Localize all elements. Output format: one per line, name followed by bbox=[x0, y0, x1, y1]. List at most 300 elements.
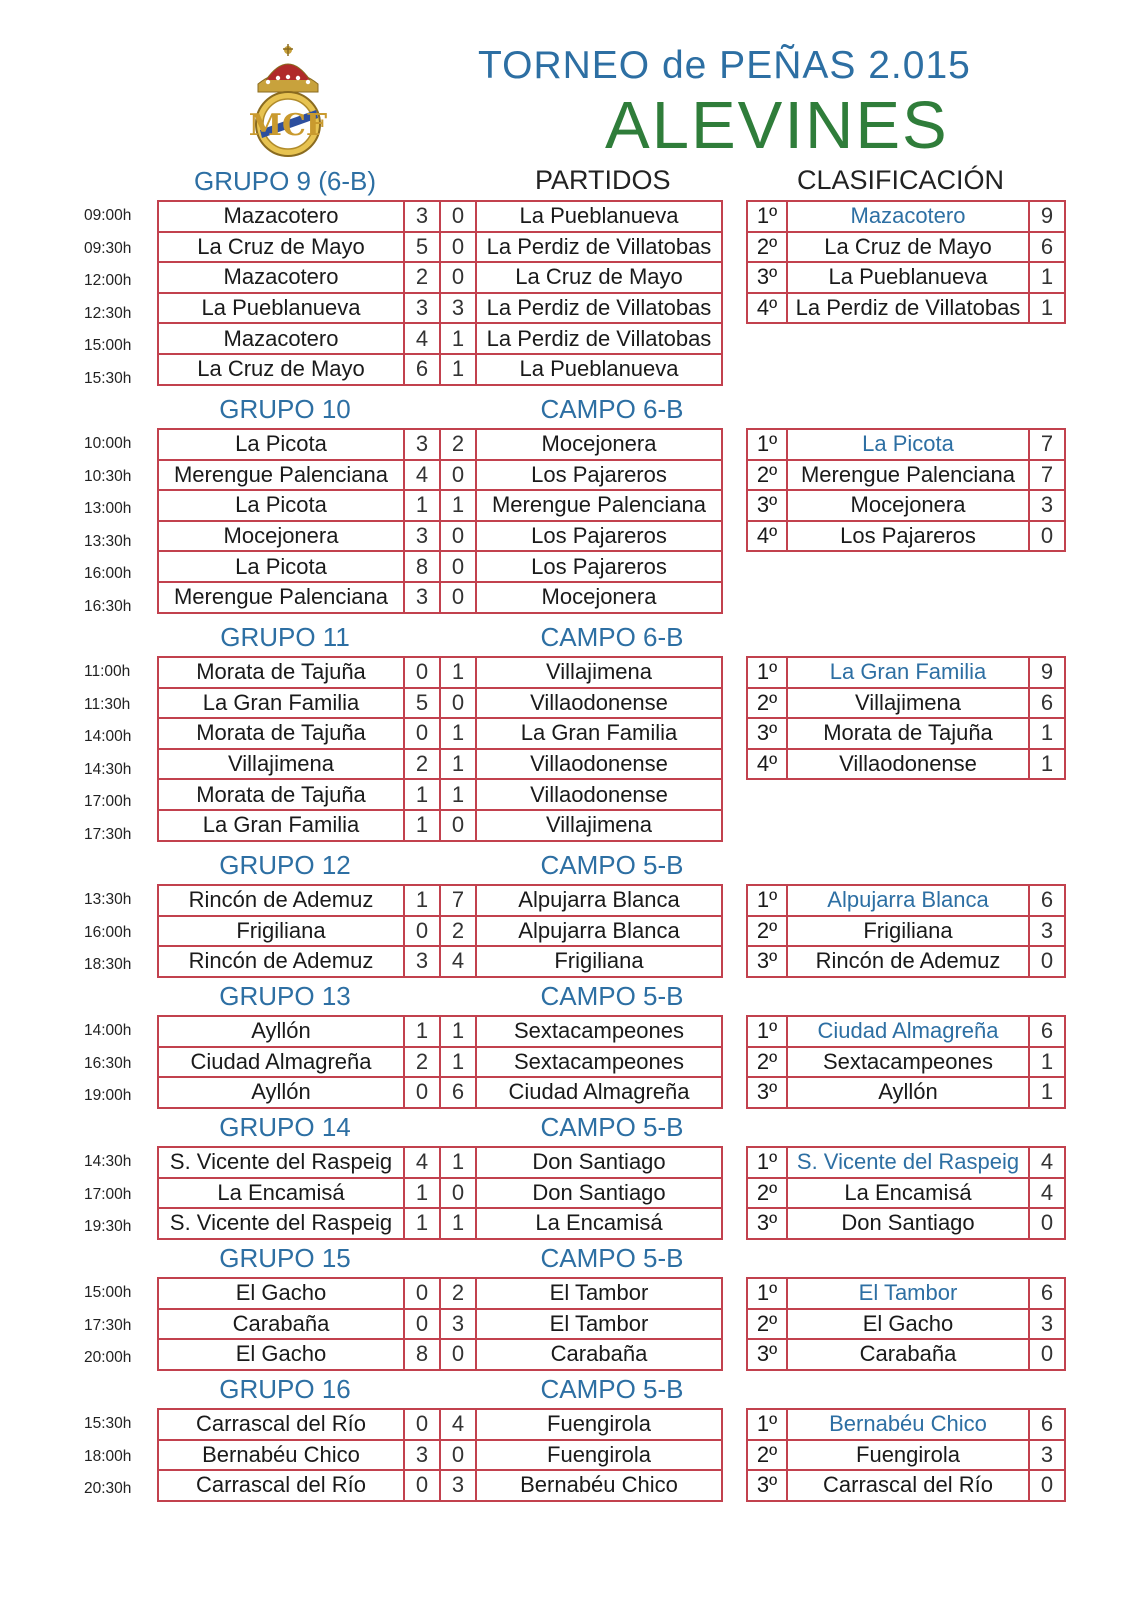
match-time: 11:30h bbox=[84, 695, 131, 713]
away-score: 0 bbox=[440, 460, 476, 491]
standing-team: Ayllón bbox=[787, 1077, 1029, 1108]
match-time: 15:30h bbox=[84, 369, 132, 387]
away-score: 0 bbox=[440, 1178, 476, 1209]
match-time: 16:30h bbox=[84, 1054, 132, 1072]
home-team: Villajimena bbox=[158, 749, 404, 780]
standing-team: Carabaña bbox=[787, 1339, 1029, 1370]
away-team: Don Santiago bbox=[476, 1147, 722, 1178]
away-score: 1 bbox=[440, 749, 476, 780]
away-score: 0 bbox=[440, 262, 476, 293]
standings-row bbox=[747, 1178, 1065, 1209]
matches-table bbox=[157, 1015, 723, 1109]
away-team: La Gran Familia bbox=[476, 718, 722, 749]
away-score: 0 bbox=[440, 232, 476, 263]
home-team: Rincón de Ademuz bbox=[158, 946, 404, 977]
away-score: 2 bbox=[440, 429, 476, 460]
standing-position: 4º bbox=[747, 749, 787, 780]
away-team: La Perdiz de Villatobas bbox=[476, 323, 722, 354]
home-score: 0 bbox=[404, 718, 440, 749]
home-score: 8 bbox=[404, 1339, 440, 1370]
svg-text:MCF: MCF bbox=[248, 108, 328, 143]
away-team: Fuengirola bbox=[476, 1440, 722, 1471]
standing-position: 1º bbox=[747, 1147, 787, 1178]
match-row bbox=[158, 1047, 722, 1078]
standing-points: 9 bbox=[1029, 657, 1065, 688]
away-score: 1 bbox=[440, 1016, 476, 1047]
match-row bbox=[158, 946, 722, 977]
away-score: 1 bbox=[440, 323, 476, 354]
away-score: 1 bbox=[440, 779, 476, 810]
standing-position: 2º bbox=[747, 232, 787, 263]
away-team: La Perdiz de Villatobas bbox=[476, 232, 722, 263]
home-team: Rincón de Ademuz bbox=[158, 885, 404, 916]
home-team: Ayllón bbox=[158, 1016, 404, 1047]
standing-team: S. Vicente del Raspeig bbox=[787, 1147, 1029, 1178]
match-row bbox=[158, 582, 722, 613]
standings-row bbox=[747, 1409, 1065, 1440]
match-row bbox=[158, 1309, 722, 1340]
standing-points: 6 bbox=[1029, 688, 1065, 719]
match-time: 11:00h bbox=[84, 663, 131, 680]
matches-column-heading: PARTIDOS bbox=[535, 165, 671, 195]
standing-points: 4 bbox=[1029, 1178, 1065, 1209]
match-row bbox=[158, 1147, 722, 1178]
standing-points: 1 bbox=[1029, 718, 1065, 749]
standing-position: 1º bbox=[747, 201, 787, 232]
home-score: 5 bbox=[404, 232, 440, 263]
standing-points: 0 bbox=[1029, 1470, 1065, 1501]
home-score: 8 bbox=[404, 551, 440, 582]
standing-points: 6 bbox=[1029, 1278, 1065, 1309]
standing-position: 1º bbox=[747, 1409, 787, 1440]
match-time: 14:30h bbox=[84, 760, 132, 778]
standings-row bbox=[747, 293, 1065, 324]
match-row bbox=[158, 490, 722, 521]
home-team: La Cruz de Mayo bbox=[158, 232, 404, 263]
away-score: 3 bbox=[440, 293, 476, 324]
standing-team: Los Pajareros bbox=[787, 521, 1029, 552]
match-time: 16:00h bbox=[84, 923, 132, 941]
match-row bbox=[158, 1077, 722, 1108]
matches-table bbox=[157, 1408, 723, 1502]
standing-team: La Perdiz de Villatobas bbox=[787, 293, 1029, 324]
standing-position: 2º bbox=[747, 1309, 787, 1340]
standing-points: 7 bbox=[1029, 460, 1065, 491]
standing-team: La Pueblanueva bbox=[787, 262, 1029, 293]
away-team: Villajimena bbox=[476, 810, 722, 841]
home-team: S. Vicente del Raspeig bbox=[158, 1147, 404, 1178]
standings-row bbox=[747, 1278, 1065, 1309]
standing-team: La Cruz de Mayo bbox=[787, 232, 1029, 263]
standing-position: 2º bbox=[747, 460, 787, 491]
match-row bbox=[158, 460, 722, 491]
crown-icon bbox=[258, 44, 318, 92]
home-team: La Gran Familia bbox=[158, 810, 404, 841]
match-row bbox=[158, 354, 722, 385]
standing-team: La Picota bbox=[787, 429, 1029, 460]
standings-table bbox=[746, 1146, 1066, 1240]
home-score: 1 bbox=[404, 810, 440, 841]
standings-row bbox=[747, 1470, 1065, 1501]
match-time: 14:00h bbox=[84, 728, 132, 746]
match-time: 16:00h bbox=[84, 565, 132, 583]
standings-row bbox=[747, 490, 1065, 521]
standing-team: La Gran Familia bbox=[787, 657, 1029, 688]
home-score: 4 bbox=[404, 323, 440, 354]
campo-heading: CAMPO 5-B bbox=[540, 981, 684, 1011]
match-row bbox=[158, 779, 722, 810]
away-team: Alpujarra Blanca bbox=[476, 916, 722, 947]
matches-table bbox=[157, 656, 723, 842]
match-time: 18:30h bbox=[84, 956, 132, 974]
standings-table bbox=[746, 656, 1066, 780]
home-team: La Picota bbox=[158, 429, 404, 460]
home-team: La Cruz de Mayo bbox=[158, 354, 404, 385]
home-score: 1 bbox=[404, 1208, 440, 1239]
standings-row bbox=[747, 688, 1065, 719]
away-score: 1 bbox=[440, 718, 476, 749]
standing-position: 3º bbox=[747, 1208, 787, 1239]
away-team: Los Pajareros bbox=[476, 460, 722, 491]
matches-table bbox=[157, 1277, 723, 1371]
away-team: Alpujarra Blanca bbox=[476, 885, 722, 916]
away-score: 4 bbox=[440, 946, 476, 977]
home-score: 6 bbox=[404, 354, 440, 385]
match-row bbox=[158, 885, 722, 916]
standings-row bbox=[747, 1016, 1065, 1047]
match-row bbox=[158, 551, 722, 582]
campo-heading: CAMPO 6-B bbox=[540, 394, 684, 424]
standing-points: 3 bbox=[1029, 916, 1065, 947]
standing-position: 1º bbox=[747, 429, 787, 460]
campo-heading: CAMPO 5-B bbox=[540, 1112, 684, 1142]
group-heading: GRUPO 14 bbox=[219, 1112, 351, 1142]
match-row bbox=[158, 201, 722, 232]
standings-row bbox=[747, 232, 1065, 263]
match-times bbox=[84, 200, 154, 396]
standing-team: Rincón de Ademuz bbox=[787, 946, 1029, 977]
standing-points: 1 bbox=[1029, 1047, 1065, 1078]
standing-team: Mocejonera bbox=[787, 490, 1029, 521]
match-time: 14:00h bbox=[84, 1022, 132, 1039]
standing-team: Alpujarra Blanca bbox=[787, 885, 1029, 916]
standing-team: El Tambor bbox=[787, 1278, 1029, 1309]
standing-position: 3º bbox=[747, 1077, 787, 1108]
campo-heading: CAMPO 5-B bbox=[540, 850, 684, 880]
home-score: 0 bbox=[404, 1278, 440, 1309]
match-time: 12:30h bbox=[84, 304, 132, 322]
home-score: 3 bbox=[404, 946, 440, 977]
tournament-title: TORNEO de PEÑAS 2.015 bbox=[478, 44, 971, 87]
home-score: 0 bbox=[404, 1409, 440, 1440]
match-time: 10:30h bbox=[84, 467, 132, 485]
away-score: 0 bbox=[440, 810, 476, 841]
match-time: 18:00h bbox=[84, 1447, 132, 1465]
home-score: 3 bbox=[404, 429, 440, 460]
away-team: Villajimena bbox=[476, 657, 722, 688]
standing-points: 3 bbox=[1029, 1440, 1065, 1471]
home-score: 0 bbox=[404, 1309, 440, 1340]
away-score: 0 bbox=[440, 1339, 476, 1370]
standing-position: 2º bbox=[747, 688, 787, 719]
match-time: 15:00h bbox=[84, 337, 132, 355]
standing-team: Bernabéu Chico bbox=[787, 1409, 1029, 1440]
standing-position: 2º bbox=[747, 1178, 787, 1209]
standing-team: El Gacho bbox=[787, 1309, 1029, 1340]
standings-row bbox=[747, 1440, 1065, 1471]
standing-position: 3º bbox=[747, 718, 787, 749]
match-time: 16:30h bbox=[84, 597, 132, 615]
home-score: 3 bbox=[404, 582, 440, 613]
standing-points: 7 bbox=[1029, 429, 1065, 460]
standings-row bbox=[747, 916, 1065, 947]
standing-points: 0 bbox=[1029, 521, 1065, 552]
away-score: 0 bbox=[440, 688, 476, 719]
away-team: Villaodonense bbox=[476, 688, 722, 719]
standing-team: Mazacotero bbox=[787, 201, 1029, 232]
match-row bbox=[158, 1470, 722, 1501]
home-team: Mazacotero bbox=[158, 262, 404, 293]
standings-row bbox=[747, 946, 1065, 977]
standing-points: 3 bbox=[1029, 1309, 1065, 1340]
match-times bbox=[84, 1146, 154, 1244]
match-row bbox=[158, 1440, 722, 1471]
standing-points: 6 bbox=[1029, 885, 1065, 916]
home-score: 2 bbox=[404, 262, 440, 293]
home-team: Merengue Palenciana bbox=[158, 460, 404, 491]
away-score: 1 bbox=[440, 490, 476, 521]
home-score: 1 bbox=[404, 885, 440, 916]
standings-row bbox=[747, 1077, 1065, 1108]
standing-points: 6 bbox=[1029, 1409, 1065, 1440]
standing-team: Carrascal del Río bbox=[787, 1470, 1029, 1501]
away-team: Villaodonense bbox=[476, 749, 722, 780]
away-team: La Perdiz de Villatobas bbox=[476, 293, 722, 324]
away-score: 2 bbox=[440, 1278, 476, 1309]
standings-row bbox=[747, 460, 1065, 491]
home-team: La Picota bbox=[158, 551, 404, 582]
standing-points: 1 bbox=[1029, 293, 1065, 324]
home-team: La Pueblanueva bbox=[158, 293, 404, 324]
standing-position: 3º bbox=[747, 490, 787, 521]
match-row bbox=[158, 262, 722, 293]
home-team: Mazacotero bbox=[158, 323, 404, 354]
home-score: 4 bbox=[404, 460, 440, 491]
standings-row bbox=[747, 201, 1065, 232]
away-score: 0 bbox=[440, 521, 476, 552]
standing-team: La Encamisá bbox=[787, 1178, 1029, 1209]
standing-position: 3º bbox=[747, 1470, 787, 1501]
group-heading: GRUPO 10 bbox=[219, 394, 351, 424]
away-team: Mocejonera bbox=[476, 582, 722, 613]
match-time: 13:00h bbox=[84, 500, 132, 518]
home-score: 2 bbox=[404, 749, 440, 780]
home-team: S. Vicente del Raspeig bbox=[158, 1208, 404, 1239]
home-score: 3 bbox=[404, 293, 440, 324]
match-time: 19:00h bbox=[84, 1087, 132, 1105]
away-team: La Pueblanueva bbox=[476, 354, 722, 385]
match-time: 20:30h bbox=[84, 1480, 132, 1498]
match-row bbox=[158, 718, 722, 749]
standing-position: 3º bbox=[747, 1339, 787, 1370]
standings-row bbox=[747, 718, 1065, 749]
home-score: 3 bbox=[404, 521, 440, 552]
away-score: 6 bbox=[440, 1077, 476, 1108]
match-row bbox=[158, 1178, 722, 1209]
away-team: Carabaña bbox=[476, 1339, 722, 1370]
home-team: Ayllón bbox=[158, 1077, 404, 1108]
standing-team: Sextacampeones bbox=[787, 1047, 1029, 1078]
away-team: Fuengirola bbox=[476, 1409, 722, 1440]
home-team: Ciudad Almagreña bbox=[158, 1047, 404, 1078]
match-time: 17:00h bbox=[84, 1185, 132, 1203]
standing-position: 3º bbox=[747, 262, 787, 293]
standing-team: Villaodonense bbox=[787, 749, 1029, 780]
standings-column-heading: CLASIFICACIÓN bbox=[797, 165, 1005, 195]
home-team: Mazacotero bbox=[158, 201, 404, 232]
away-score: 1 bbox=[440, 1147, 476, 1178]
match-time: 15:00h bbox=[84, 1284, 132, 1301]
away-score: 1 bbox=[440, 354, 476, 385]
match-time: 09:30h bbox=[84, 239, 132, 257]
home-team: Carrascal del Río bbox=[158, 1409, 404, 1440]
away-team: Bernabéu Chico bbox=[476, 1470, 722, 1501]
group-heading: GRUPO 11 bbox=[220, 622, 350, 652]
standing-position: 2º bbox=[747, 1440, 787, 1471]
standing-position: 1º bbox=[747, 885, 787, 916]
away-team: Mocejonera bbox=[476, 429, 722, 460]
match-times bbox=[84, 1277, 154, 1375]
match-time: 17:00h bbox=[84, 793, 132, 811]
standings-row bbox=[747, 521, 1065, 552]
campo-heading: CAMPO 6-B bbox=[540, 622, 684, 652]
away-team: El Tambor bbox=[476, 1309, 722, 1340]
away-team: El Tambor bbox=[476, 1278, 722, 1309]
match-row bbox=[158, 293, 722, 324]
away-team: Ciudad Almagreña bbox=[476, 1077, 722, 1108]
match-times bbox=[84, 1015, 154, 1113]
standings-row bbox=[747, 1309, 1065, 1340]
standings-table bbox=[746, 428, 1066, 552]
home-team: Morata de Tajuña bbox=[158, 657, 404, 688]
home-team: Carrascal del Río bbox=[158, 1470, 404, 1501]
match-time: 17:30h bbox=[84, 1316, 132, 1334]
match-times bbox=[84, 656, 154, 852]
home-score: 3 bbox=[404, 201, 440, 232]
home-team: Bernabéu Chico bbox=[158, 1440, 404, 1471]
away-team: La Encamisá bbox=[476, 1208, 722, 1239]
match-row bbox=[158, 688, 722, 719]
away-score: 0 bbox=[440, 551, 476, 582]
away-score: 1 bbox=[440, 1208, 476, 1239]
away-score: 4 bbox=[440, 1409, 476, 1440]
match-time: 10:00h bbox=[84, 435, 132, 452]
away-score: 3 bbox=[440, 1470, 476, 1501]
standings-table bbox=[746, 884, 1066, 978]
standing-position: 2º bbox=[747, 916, 787, 947]
away-team: Merengue Palenciana bbox=[476, 490, 722, 521]
standings-row bbox=[747, 1147, 1065, 1178]
home-team: Frigiliana bbox=[158, 916, 404, 947]
standings-row bbox=[747, 1208, 1065, 1239]
group-heading: GRUPO 16 bbox=[219, 1374, 351, 1404]
match-time: 14:30h bbox=[84, 1153, 132, 1170]
match-row bbox=[158, 323, 722, 354]
standing-position: 2º bbox=[747, 1047, 787, 1078]
match-row bbox=[158, 749, 722, 780]
away-score: 0 bbox=[440, 582, 476, 613]
match-row bbox=[158, 521, 722, 552]
home-team: Merengue Palenciana bbox=[158, 582, 404, 613]
match-row bbox=[158, 1339, 722, 1370]
standing-position: 3º bbox=[747, 946, 787, 977]
group-heading: GRUPO 13 bbox=[219, 981, 351, 1011]
standing-points: 1 bbox=[1029, 262, 1065, 293]
match-row bbox=[158, 810, 722, 841]
standings-table bbox=[746, 200, 1066, 324]
away-team: Los Pajareros bbox=[476, 521, 722, 552]
standing-team: Don Santiago bbox=[787, 1208, 1029, 1239]
home-team: La Encamisá bbox=[158, 1178, 404, 1209]
away-team: La Cruz de Mayo bbox=[476, 262, 722, 293]
standings-row bbox=[747, 262, 1065, 293]
away-score: 1 bbox=[440, 657, 476, 688]
match-time: 13:30h bbox=[84, 891, 132, 908]
standing-position: 1º bbox=[747, 657, 787, 688]
home-score: 5 bbox=[404, 688, 440, 719]
home-score: 1 bbox=[404, 1016, 440, 1047]
away-team: Sextacampeones bbox=[476, 1016, 722, 1047]
crest-circle-icon bbox=[249, 92, 327, 156]
matches-table bbox=[157, 200, 723, 386]
home-score: 1 bbox=[404, 490, 440, 521]
home-score: 1 bbox=[404, 1178, 440, 1209]
match-times bbox=[84, 1408, 154, 1506]
away-team: Don Santiago bbox=[476, 1178, 722, 1209]
home-score: 0 bbox=[404, 916, 440, 947]
home-team: Morata de Tajuña bbox=[158, 779, 404, 810]
standing-position: 4º bbox=[747, 521, 787, 552]
home-score: 3 bbox=[404, 1440, 440, 1471]
away-score: 2 bbox=[440, 916, 476, 947]
standing-team: Merengue Palenciana bbox=[787, 460, 1029, 491]
standing-points: 3 bbox=[1029, 490, 1065, 521]
matches-table bbox=[157, 1146, 723, 1240]
standings-table bbox=[746, 1015, 1066, 1109]
home-score: 4 bbox=[404, 1147, 440, 1178]
match-time: 20:00h bbox=[84, 1349, 132, 1367]
standing-team: Morata de Tajuña bbox=[787, 718, 1029, 749]
away-team: Sextacampeones bbox=[476, 1047, 722, 1078]
standing-points: 9 bbox=[1029, 201, 1065, 232]
match-row bbox=[158, 1409, 722, 1440]
standing-points: 0 bbox=[1029, 1208, 1065, 1239]
home-team: La Picota bbox=[158, 490, 404, 521]
home-team: La Gran Familia bbox=[158, 688, 404, 719]
match-time: 13:30h bbox=[84, 532, 132, 550]
home-score: 0 bbox=[404, 1470, 440, 1501]
away-score: 0 bbox=[440, 201, 476, 232]
matches-table bbox=[157, 884, 723, 978]
standings-row bbox=[747, 749, 1065, 780]
standing-points: 6 bbox=[1029, 232, 1065, 263]
match-time: 12:00h bbox=[84, 272, 132, 290]
home-score: 1 bbox=[404, 779, 440, 810]
standings-row bbox=[747, 429, 1065, 460]
matches-table bbox=[157, 428, 723, 614]
standing-points: 6 bbox=[1029, 1016, 1065, 1047]
group-heading: GRUPO 15 bbox=[219, 1243, 351, 1273]
